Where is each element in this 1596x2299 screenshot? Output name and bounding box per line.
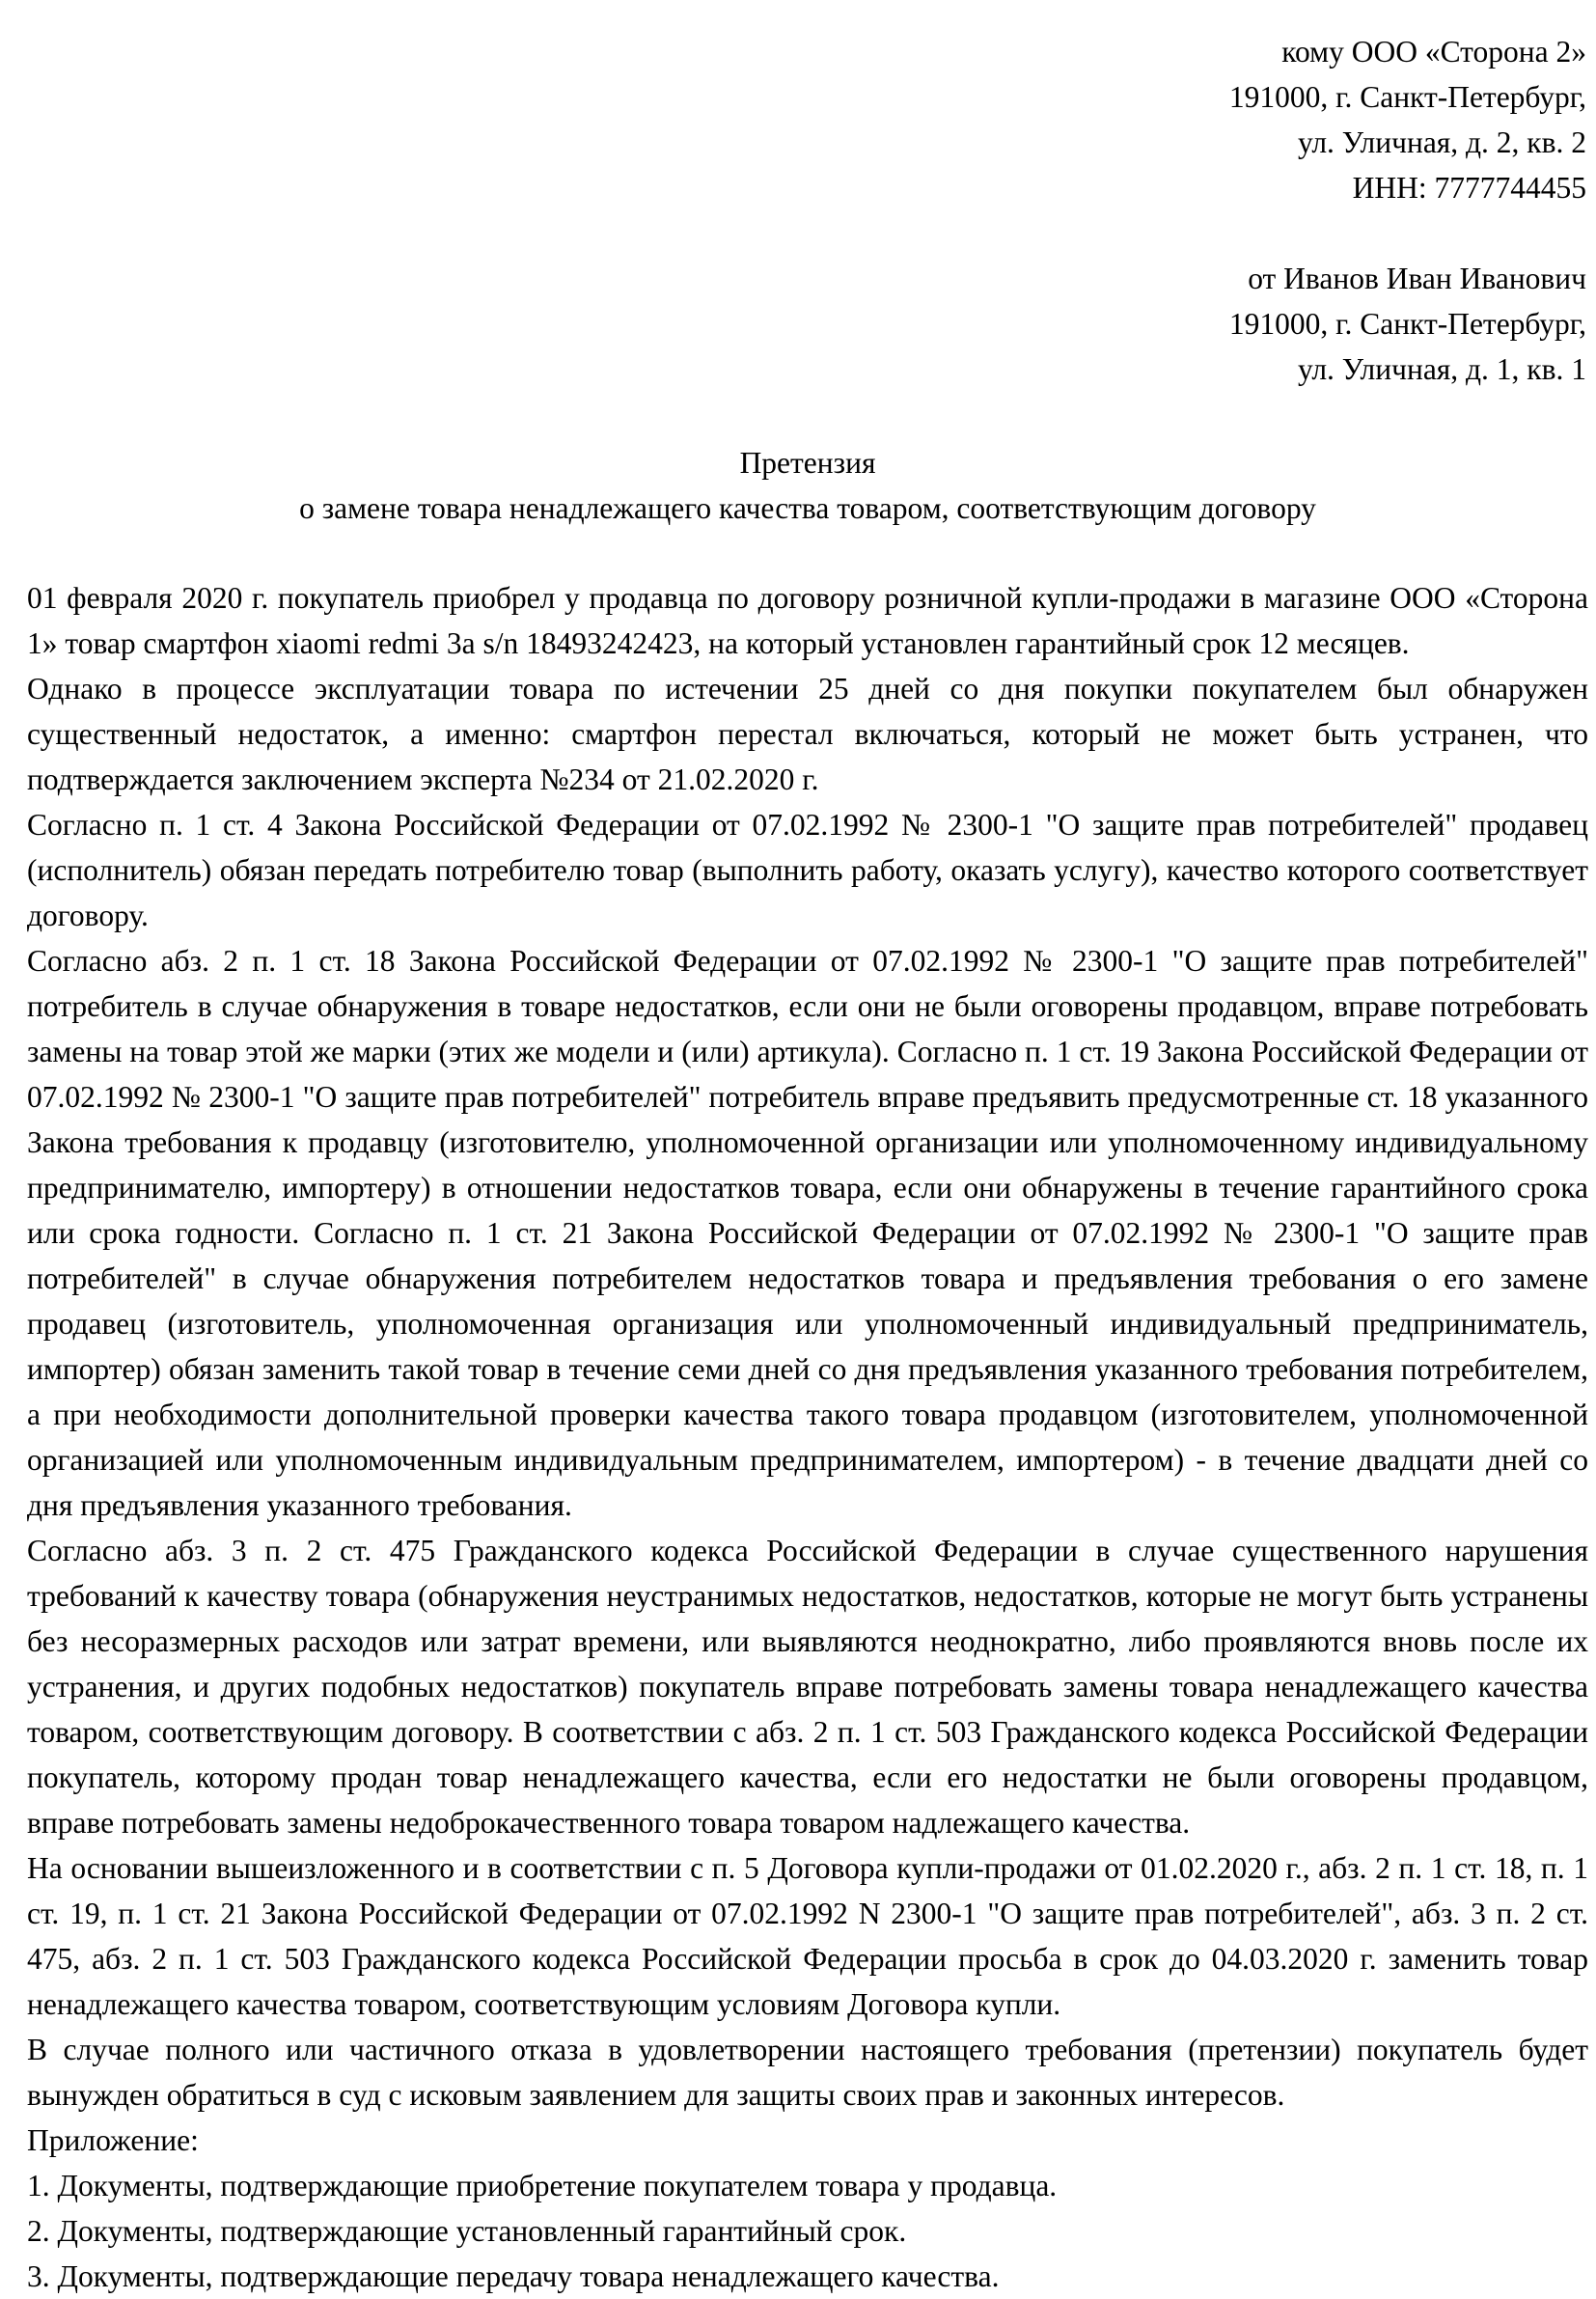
paragraph-civil-code: Согласно абз. 3 п. 2 ст. 475 Гражданского кодекса Российской Федерации в случае существенного нарушения требований к качеству товара (обнаружения неустранимых недостатков, недостатков, которые не могут быть устранены без несоразмерных расходов или затрат времени, или выявляются неоднократно, либо проявляются вновь после их устранения, и других подобных недостатков) покупатель вправе потребовать замены товара ненадлежащего качества товаром, соответствующим договору. В соответствии с абз. 2 п. 1 ст. 503 Гражданского кодекса Российской Федерации покупатель, которому продан товар ненадлежащего качества, если его недостатки не были оговорены продавцом, вправе потребовать замены недоброкачественного товара товаром надлежащего качества. [27, 1534, 1588, 1840]
sender-city: 191000, г. Санкт-Петербург, [1228, 307, 1586, 341]
attachment-item: 1. Документы, подтверждающие приобретение покупателем товара у продавца. [27, 2169, 1058, 2202]
paragraph-court-warning: В случае полного или частичного отказа в удовлетворении настоящего требования (претензии) покупатель будет вынужден обратиться в суд с исковым заявлением для защиты своих прав и законных интересов. [27, 2033, 1588, 2112]
sender-block [27, 256, 1588, 392]
recipient-name: кому ООО «Сторона 2» [1281, 35, 1586, 69]
title-main: Претензия [739, 446, 876, 480]
paragraph-purchase: 01 февраля 2020 г. покупатель приобрел у продавца по договору розничной купли-продажи в магазине ООО «Сторона 1» товар смартфон xiaomi redmi 3a s/n 18493242423, на который установлен гарантийный срок 12 месяцев. [27, 581, 1588, 660]
spacer [27, 210, 1588, 256]
attachment-item: 3. Документы, подтверждающие передачу товара ненадлежащего качества. [27, 2259, 1000, 2293]
attachments-heading: Приложение: [27, 2123, 199, 2157]
title-subtitle: о замене товара ненадлежащего качества товаром, соответствующим договору [299, 491, 1316, 525]
document-title [27, 440, 1588, 531]
paragraph-request: На основании вышеизложенного и в соответствии с п. 5 Договора купли-продажи от 01.02.2020 г., абз. 2 п. 1 ст. 18, п. 1 ст. 19, п. 1 ст. 21 Закона Российской Федерации от 07.02.1992 N 2300-1 "О защите прав потребителей", абз. 3 п. 2 ст. 475, абз. 2 п. 1 ст. 503 Гражданского кодекса Российской Федерации просьба в срок до 04.03.2020 г. заменить товар ненадлежащего качества товаром, соответствующим условиям Договора купли. [27, 1851, 1588, 2021]
sender-street: ул. Уличная, д. 1, кв. 1 [1297, 352, 1586, 386]
paragraph-law-art4: Согласно п. 1 ст. 4 Закона Российской Федерации от 07.02.1992 № 2300-1 "О защите прав потребителей" продавец (исполнитель) обязан передать потребителю товар (выполнить работу, оказать услугу), качество которого соответствует договору. [27, 808, 1588, 932]
document-page [27, 29, 1588, 2299]
recipient-block [27, 29, 1588, 210]
attachment-item: 2. Документы, подтверждающие установленный гарантийный срок. [27, 2214, 907, 2248]
paragraph-law-art18: Согласно абз. 2 п. 1 ст. 18 Закона Российской Федерации от 07.02.1992 № 2300-1 "О защите прав потребителей" потребитель в случае обнаружения в товаре недостатков, если они не были оговорены продавцом, вправе потребовать замены на товар этой же марки (этих же модели и (или) артикула). Согласно п. 1 ст. 19 Закона Российской Федерации от 07.02.1992 № 2300-1 "О защите прав потребителей" потребитель вправе предъявить предусмотренные ст. 18 указанного Закона требования к продавцу (изготовителю, уполномоченной организации или уполномоченному индивидуальному предпринимателю, импортеру) в отношении недостатков товара, если они обнаружены в течение гарантийного срока или срока годности. Согласно п. 1 ст. 21 Закона Российской Федерации от 07.02.1992 № 2300-1 "О защите прав потребителей" в случае обнаружения потребителем недостатков товара и предъявления требования о его замене продавец (изготовитель, уполномоченная организация или уполномоченный индивидуальный предприниматель, импортер) обязан заменить такой товар в течение семи дней со дня предъявления указанного требования потребителем, а при необходимости дополнительной проверки качества такого товара продавцом (изготовителем, уполномоченной организацией или уполномоченным индивидуальным предпринимателем, импортером) - в течение двадцати дней со дня предъявления указанного требования. [27, 944, 1588, 1522]
sender-name: от Иванов Иван Иванович [1248, 262, 1586, 295]
document-body [27, 575, 1588, 2299]
recipient-inn: ИНН: 7777744455 [1352, 171, 1586, 205]
recipient-street: ул. Уличная, д. 2, кв. 2 [1297, 125, 1586, 159]
paragraph-defect: Однако в процессе эксплуатации товара по истечении 25 дней со дня покупки покупателем был обнаружен существенный недостаток, а именно: смартфон перестал включаться, который не может быть устранен, что подтверждается заключением эксперта №234 от 21.02.2020 г. [27, 672, 1588, 796]
recipient-city: 191000, г. Санкт-Петербург, [1228, 80, 1586, 114]
